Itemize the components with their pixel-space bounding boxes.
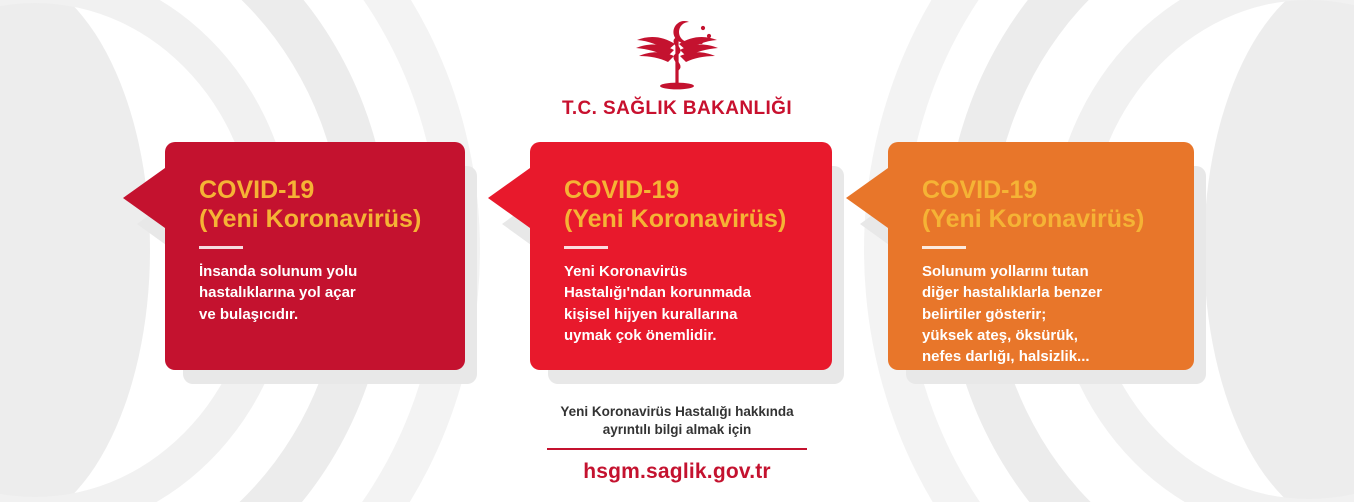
card-divider xyxy=(922,246,966,249)
ministry-of-health-logo-icon xyxy=(617,14,737,90)
info-card-transmission xyxy=(165,142,465,370)
card-title: COVID-19 (Yeni Koronavirüs) xyxy=(922,176,1145,233)
card-body-text: Yeni Koronavirüs Hastalığı'ndan korunmada kişisel hijyen kurallarına uymak çok önemlidir. xyxy=(564,263,751,344)
arrow-notch-icon xyxy=(123,168,165,228)
info-card-symptoms xyxy=(888,142,1194,370)
header xyxy=(0,14,1354,120)
card-body-text: Solunum yollarını tutan diğer hastalıklarla benzer belirtiler gösterir; yüksek ateş, öksürük, nefes darlığı, halsizlik... xyxy=(922,263,1103,366)
card-row xyxy=(0,142,1354,382)
footer-divider xyxy=(547,448,807,450)
footer xyxy=(0,403,1354,484)
arrow-notch-icon xyxy=(846,168,888,228)
info-card-hygiene xyxy=(530,142,832,370)
card-title: COVID-19 (Yeni Koronavirüs) xyxy=(564,176,787,233)
arrow-notch-icon xyxy=(488,168,530,228)
ministry-title: T.C. SAĞLIK BAKANLIĞI xyxy=(561,98,793,119)
card-divider xyxy=(199,246,243,249)
card-title: COVID-19 (Yeni Koronavirüs) xyxy=(199,176,422,233)
card-divider xyxy=(564,246,608,249)
footer-website-link[interactable]: hsgm.saglik.gov.tr xyxy=(583,460,771,483)
card-body-text: İnsanda solunum yolu hastalıklarına yol açar ve bulaşıcıdır. xyxy=(199,263,358,323)
footer-note: Yeni Koronavirüs Hastalığı hakkında ayrıntılı bilgi almak için xyxy=(560,403,794,437)
